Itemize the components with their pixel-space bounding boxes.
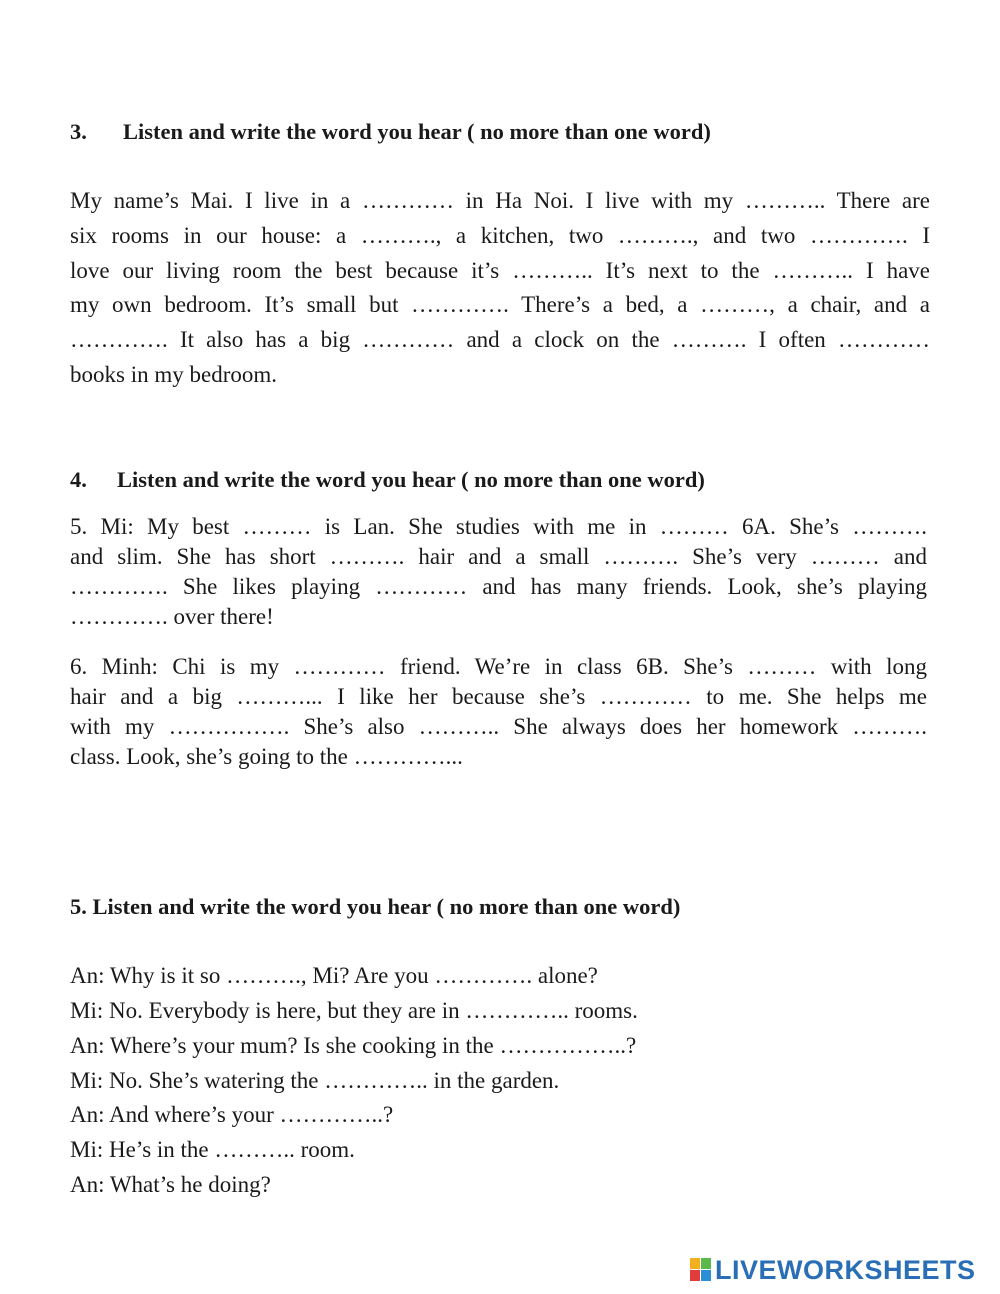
section-3-heading [70,119,711,145]
section-4-heading [70,467,705,493]
dialogue-line: Mi: He’s in the ……….. room. [70,1137,355,1162]
paragraph-5-line: …………. She likes playing ………… and has many friends. Look, she’s playing [70,574,927,599]
paragraph-5-line: …………. over there! [70,604,274,629]
dialogue-line: An: What’s he doing? [70,1172,271,1197]
liveworksheets-logo-icon [690,1258,712,1282]
section-5-heading: 5. Listen and write the word you hear ( no more than one word) [70,894,681,919]
section-4-number: 4. [70,467,87,492]
section-3-line: …………. It also has a big ………… and a clock on the ………. I often ………… [70,327,930,352]
dialogue-line: Mi: No. Everybody is here, but they are in ………….. rooms. [70,998,638,1023]
section-4-title: Listen and write the word you hear ( no more than one word) [117,467,705,492]
liveworksheets-logo-text: LIVEWORKSHEETS [715,1254,976,1285]
section-3-line: books in my bedroom. [70,362,277,387]
section-3-line: my own bedroom. It’s small but …………. There’s a bed, a ………, a chair, and a [70,292,930,317]
section-3-line: My name’s Mai. I live in a ………… in Ha Noi. I live with my ……….. There are [70,188,930,213]
dialogue-line: An: Where’s your mum? Is she cooking in the ……………..? [70,1033,637,1058]
section-3-title: Listen and write the word you hear ( no more than one word) [123,119,711,144]
paragraph-6-line: 6. Minh: Chi is my ………… friend. We’re in class 6B. She’s ……… with long [70,654,927,679]
paragraph-6-line: hair and a big ………... I like her because she’s ………… to me. She helps me [70,684,927,709]
section-3-number: 3. [70,119,87,144]
liveworksheets-logo [690,1255,976,1285]
paragraph-6-line: with my ……………. She’s also ……….. She always does her homework ………. [70,714,927,739]
dialogue-line: An: And where’s your …………..? [70,1102,394,1127]
section-3-line: love our living room the best because it’s ……….. It’s next to the ……….. I have [70,258,930,283]
dialogue-line: An: Why is it so ………., Mi? Are you …………. alone? [70,963,598,988]
paragraph-5-line: and slim. She has short ………. hair and a small ………. She’s very ……… and [70,544,927,569]
dialogue-line: Mi: No. She’s watering the ………….. in the garden. [70,1068,560,1093]
paragraph-5-line: 5. Mi: My best ……… is Lan. She studies with me in ……… 6A. She’s ………. [70,514,927,539]
section-3-line: six rooms in our house: a ………., a kitchen, two ………., and two …………. I [70,223,930,248]
paragraph-6-line: class. Look, she’s going to the …………... [70,744,463,769]
